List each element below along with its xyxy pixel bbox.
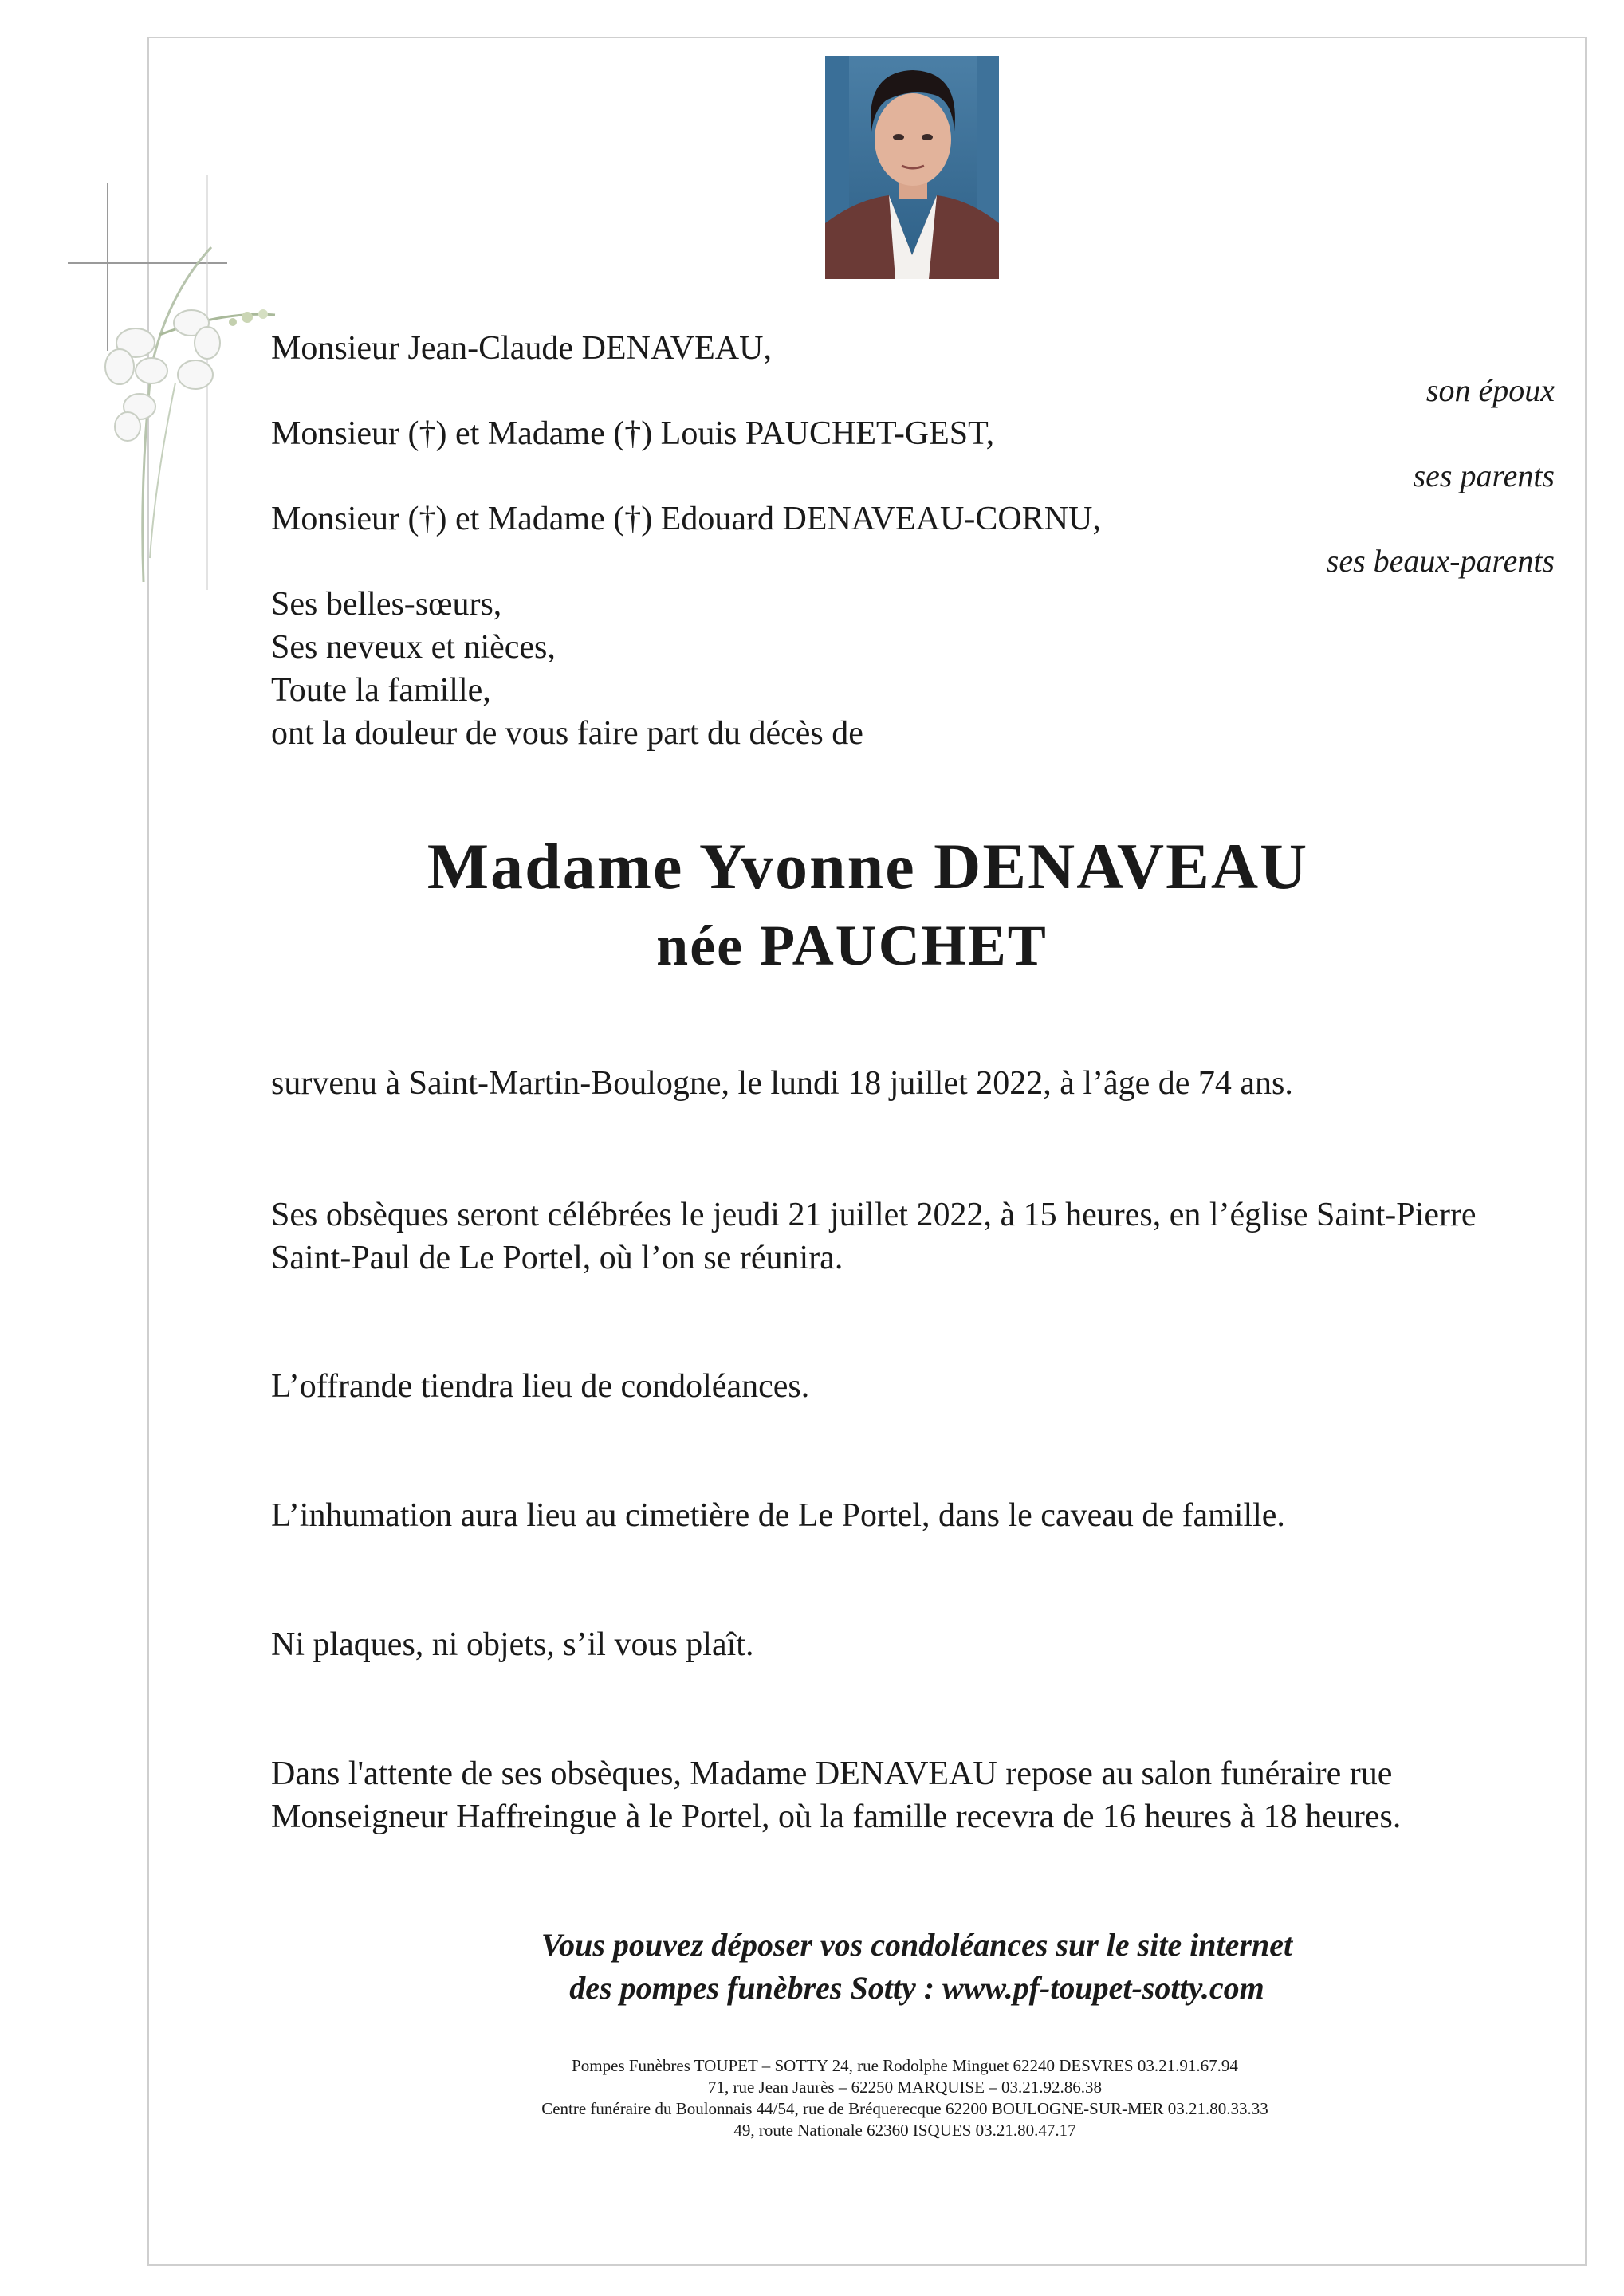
announcement-intro: ont la douleur de vous faire part du décès de (271, 715, 863, 752)
condolences-line-2[interactable]: des pompes funèbres Sotty : www.pf-toupet-sotty.com (569, 1970, 1264, 2006)
footer-address-3: Centre funéraire du Boulonnais 44/54, rue de Bréquerecque 62200 BOULOGNE-SUR-MER 03.21.80.33.33 (541, 2099, 1268, 2118)
footer-address-2: 71, rue Jean Jaurès – 62250 MARQUISE – 03.21.92.86.38 (707, 2078, 1103, 2097)
relation-parents: ses parents (1413, 458, 1555, 493)
family-line-in-laws: Monsieur (†) et Madame (†) Edouard DENAVEAU-CORNU, (271, 501, 1101, 537)
family-other-1: Ses belles-sœurs, (271, 586, 502, 623)
burial-details: L’inhumation aura lieu au cimetière de Le Portel, dans le caveau de famille. (271, 1497, 1285, 1534)
condolences-line-1: Vous pouvez déposer vos condoléances sur le site internet (541, 1927, 1293, 1963)
funeral-home-details: Dans l'attente de ses obsèques, Madame DENAVEAU repose au salon funéraire rue Monseigneur Haffreingue à le Portel, où la famille recevra de 16 heures à 18 heures. (271, 1755, 1402, 1835)
family-line-husband: Monsieur Jean-Claude DENAVEAU, (271, 330, 772, 367)
footer-address-4: 49, route Nationale 62360 ISQUES 03.21.80.47.17 (733, 2121, 1076, 2140)
offering-note: L’offrande tiendra lieu de condoléances. (271, 1368, 810, 1405)
family-line-parents: Monsieur (†) et Madame (†) Louis PAUCHET-GEST, (271, 415, 995, 452)
family-other-3: Toute la famille, (271, 672, 491, 709)
footer-address-1: Pompes Funèbres TOUPET – SOTTY 24, rue Rodolphe Minguet 62240 DESVRES 03.21.91.67.94 (572, 2056, 1238, 2075)
portrait-photo (825, 56, 999, 279)
deceased-name: Madame Yvonne DENAVEAU (427, 830, 1309, 902)
deceased-maiden-name: née PAUCHET (656, 914, 1048, 977)
no-plaques-note: Ni plaques, ni objets, s’il vous plaît. (271, 1626, 754, 1663)
relation-in-laws: ses beaux-parents (1326, 543, 1555, 579)
death-details: survenu à Saint-Martin-Boulogne, le lundi 18 juillet 2022, à l’âge de 74 ans. (271, 1065, 1293, 1102)
relation-husband: son époux (1425, 372, 1555, 408)
cross-orchid-ornament (64, 175, 303, 590)
family-other-2: Ses neveux et nièces, (271, 629, 556, 666)
funeral-details: Ses obsèques seront célébrées le jeudi 21 juillet 2022, à 15 heures, en l’église Saint-Pierre Saint-Paul de Le Portel, où l’on se réunira. (271, 1197, 1477, 1276)
